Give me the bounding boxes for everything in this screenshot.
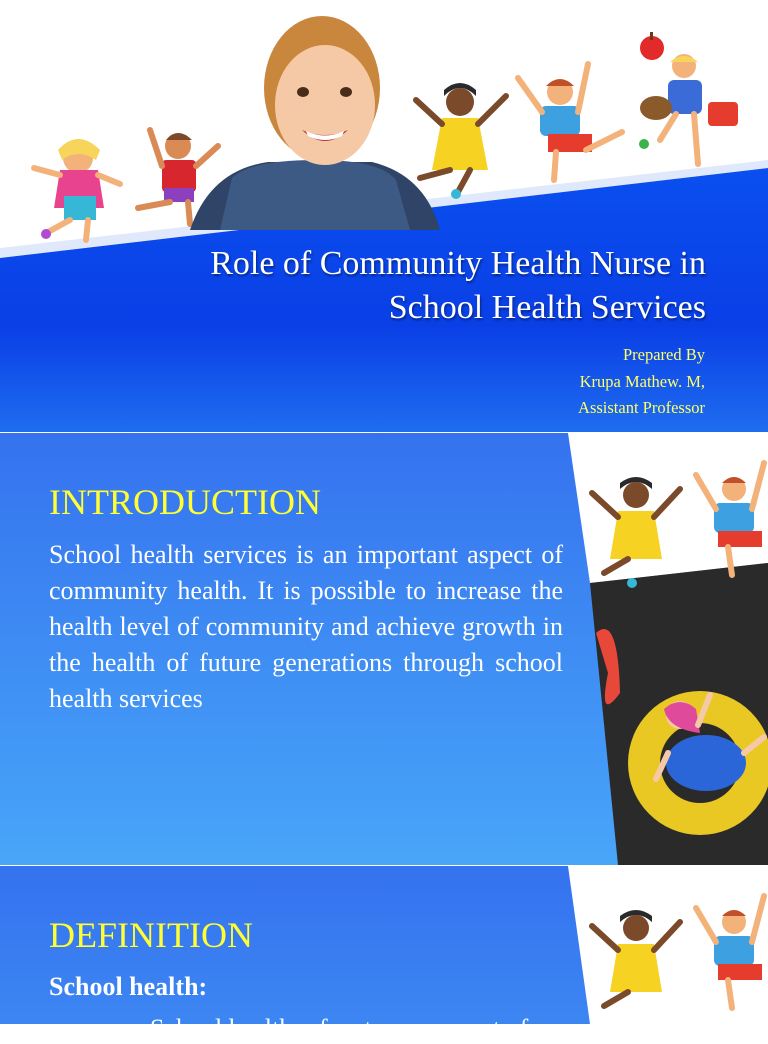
definition-body: School health refers to any aspect of	[150, 1014, 529, 1043]
definition-heading: DEFINITION	[49, 915, 253, 955]
children-illustration	[0, 0, 768, 262]
girl-pink-dress-icon	[34, 139, 120, 240]
introduction-slide	[0, 433, 768, 865]
presentation-title	[66, 242, 706, 330]
girl-yellow-dress-icon	[416, 83, 506, 199]
introduction-heading: INTRODUCTION	[49, 482, 321, 522]
title-line-1: Role of Community Health Nurse in	[210, 245, 706, 282]
definition-subheading: School health:	[49, 972, 208, 1001]
boy-blue-shirt-icon	[518, 64, 622, 180]
title-line-2: School Health Services	[388, 289, 706, 326]
author-line-3: Assistant Professor	[578, 398, 705, 417]
smiling-child-photo	[190, 16, 440, 230]
title-slide	[0, 0, 768, 432]
schoolgirl-with-bag-icon	[639, 32, 738, 164]
author-block	[578, 342, 705, 422]
author-line-1: Prepared By	[622, 345, 705, 364]
introduction-body: School health services is an important aspect of community health. It is possible to increase the health level of community and achieve growth in the health of future generations through school health services	[49, 540, 563, 713]
author-line-2: Krupa Mathew. M,	[579, 371, 705, 391]
definition-slide	[0, 866, 768, 1043]
side-illustration	[568, 433, 768, 865]
side-illustration	[568, 866, 768, 1024]
